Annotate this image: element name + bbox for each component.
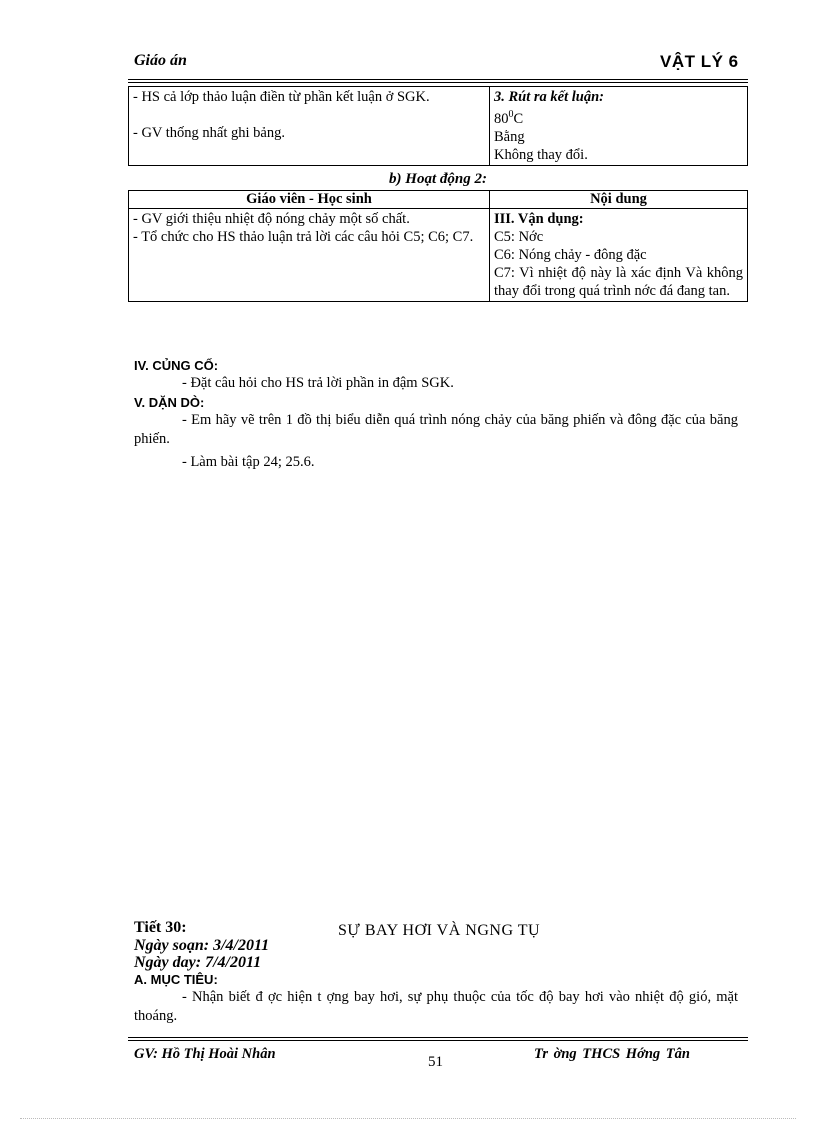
- table-header-row: [129, 191, 748, 209]
- lesson-number: Tiết 30:: [134, 919, 187, 936]
- conclusion-heading: 3. Rút ra kết luận:: [494, 89, 604, 105]
- page-bottom-dots: [20, 1118, 796, 1119]
- column-header-teacher-student: Giáo viên - Học sinh: [129, 191, 490, 209]
- list-item: - HS cả lớp thảo luận điền từ phần kết luận ở SGK.: [133, 89, 430, 105]
- list-item: - GV giới thiệu nhiệt độ nóng chảy một số chất.: [133, 211, 410, 227]
- content-cell: [490, 87, 748, 166]
- list-item: Bằng: [494, 128, 525, 145]
- footer-rule-top: [128, 1037, 748, 1038]
- header-course: VẬT LÝ 6: [660, 52, 739, 71]
- activity-2-title: b) Hoạt động 2:: [389, 171, 487, 187]
- list-item: - Tổ chức cho HS thảo luận trả lời các câu hỏi C5; C6; C7.: [133, 229, 474, 245]
- list-item: C6: Nóng chảy - đông đặc: [494, 247, 647, 263]
- list-item: Không thay đổi.: [494, 146, 588, 163]
- temperature-unit: C: [513, 110, 524, 127]
- footer-school: Tr ờng THCS Hớng Tân: [534, 1046, 690, 1062]
- page-number: 51: [428, 1054, 443, 1070]
- header-rule-top: [128, 79, 748, 80]
- list-item: - GV thống nhất ghi bảng.: [133, 125, 285, 141]
- application-heading: III. Vận dụng:: [494, 211, 584, 227]
- teaching-date: Ngày day: 7/4/2011: [134, 954, 262, 971]
- section-heading-muctieu: A. MỤC TIÊU:: [134, 972, 218, 987]
- footer-rule-bottom: [128, 1040, 748, 1041]
- muctieu-text: - Nhận biết đ ợc hiện t ợng bay hơi, sự phụ thuộc của tốc độ bay hơi vào nhiệt độ gió, mặt thoáng.: [134, 989, 738, 1024]
- header-rule-bottom: [128, 82, 748, 83]
- dando-text-1: - Em hãy vẽ trên 1 đồ thị biểu diễn quá trình nóng chảy của băng phiến và đông đặc của băng phiến.: [134, 412, 738, 447]
- lesson-title: SỰ BAY HƠI VÀ NGNG TỤ: [338, 922, 541, 939]
- prepared-date: Ngày soạn: 3/4/2011: [134, 937, 270, 954]
- conclusion-table: [128, 86, 748, 166]
- teacher-student-cell: [129, 87, 490, 166]
- degree-sup: 0: [508, 109, 514, 120]
- cungco-text: - Đặt câu hỏi cho HS trả lời phần in đậm SGK.: [182, 375, 454, 391]
- table-row: [129, 87, 748, 166]
- activity-2-table: [128, 190, 748, 302]
- teacher-student-cell: [129, 209, 490, 302]
- dando-text-2: - Làm bài tập 24; 25.6.: [182, 454, 315, 470]
- header-subject: Giáo án: [134, 52, 187, 69]
- temperature-value: [494, 106, 743, 128]
- list-item: [133, 106, 485, 124]
- section-heading-dando: V. DẶN DÒ:: [134, 395, 205, 410]
- table-row: [129, 209, 748, 302]
- content-cell: [490, 209, 748, 302]
- list-item: C5: Nớc: [494, 229, 544, 245]
- list-item: C7: Vì nhiệt độ này là xác định Và không thay đổi trong quá trình nớc đá đang tan.: [494, 265, 743, 299]
- temperature-number: 80: [494, 110, 509, 127]
- column-header-content: Nội dung: [490, 191, 748, 209]
- footer-teacher: GV: Hồ Thị Hoài Nhân: [134, 1046, 276, 1062]
- section-heading-cungco: IV. CỦNG CỐ:: [134, 358, 219, 373]
